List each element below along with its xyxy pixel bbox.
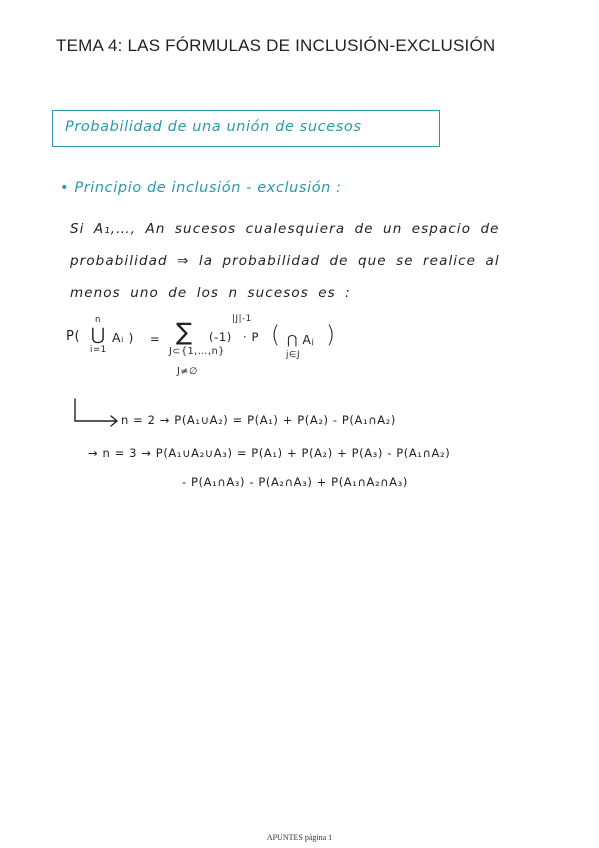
formula-exponent: |J|-1 bbox=[232, 314, 252, 324]
formula-dot-p: · P bbox=[243, 330, 260, 344]
formula-sign: (-1) bbox=[209, 330, 232, 344]
formula-sum-condition: J≠∅ bbox=[177, 366, 198, 377]
formula-union-lower: i=1 bbox=[90, 345, 107, 355]
case-n3-line-1: → n = 3 → P(A₁∪A₂∪A₃) = P(A₁) + P(A₂) + P(A₃) - P(A₁∩A₂) bbox=[88, 446, 451, 460]
page-title: TEMA 4: LAS FÓRMULAS DE INCLUSIÓN-EXCLUSIÓN bbox=[56, 36, 496, 55]
case-n3-line-2: - P(A₁∩A₃) - P(A₂∩A₃) + P(A₁∩A₂∩A₃) bbox=[182, 475, 408, 489]
formula-equals: = bbox=[150, 332, 161, 346]
formula-lhs-ai: Aᵢ ) bbox=[112, 330, 135, 345]
case-n2: n = 2 → P(A₁∪A₂) = P(A₁) + P(A₂) - P(A₁∩A₂) bbox=[121, 413, 396, 427]
formula-union-symbol: ⋃ bbox=[91, 325, 106, 345]
formula-union-upper: n bbox=[95, 315, 101, 325]
principle-line-3: menos uno de los n sucesos es : bbox=[70, 285, 351, 301]
page-footer: APUNTES página 1 bbox=[266, 833, 333, 842]
principle-line-1: Si A₁,…, An sucesos cualesquiera de un espacio de bbox=[70, 221, 500, 237]
formula-paren-open: ( bbox=[271, 322, 281, 348]
formula-lhs-p: P( bbox=[66, 329, 81, 344]
formula-intersection-index: j∈J bbox=[286, 350, 301, 360]
section-heading: Probabilidad de una unión de sucesos bbox=[65, 119, 362, 135]
formula-intersection: ⋂ Aⱼ bbox=[287, 332, 315, 347]
principle-bullet: • Principio de inclusión - exclusión : bbox=[60, 180, 342, 196]
formula-paren-close: ) bbox=[326, 322, 336, 348]
principle-line-2: probabilidad ⇒ la probabilidad de que se realice al bbox=[70, 253, 500, 269]
formula-sum-index: J⊂{1,…,n} bbox=[169, 346, 225, 357]
formula-sigma: ∑ bbox=[176, 318, 193, 346]
